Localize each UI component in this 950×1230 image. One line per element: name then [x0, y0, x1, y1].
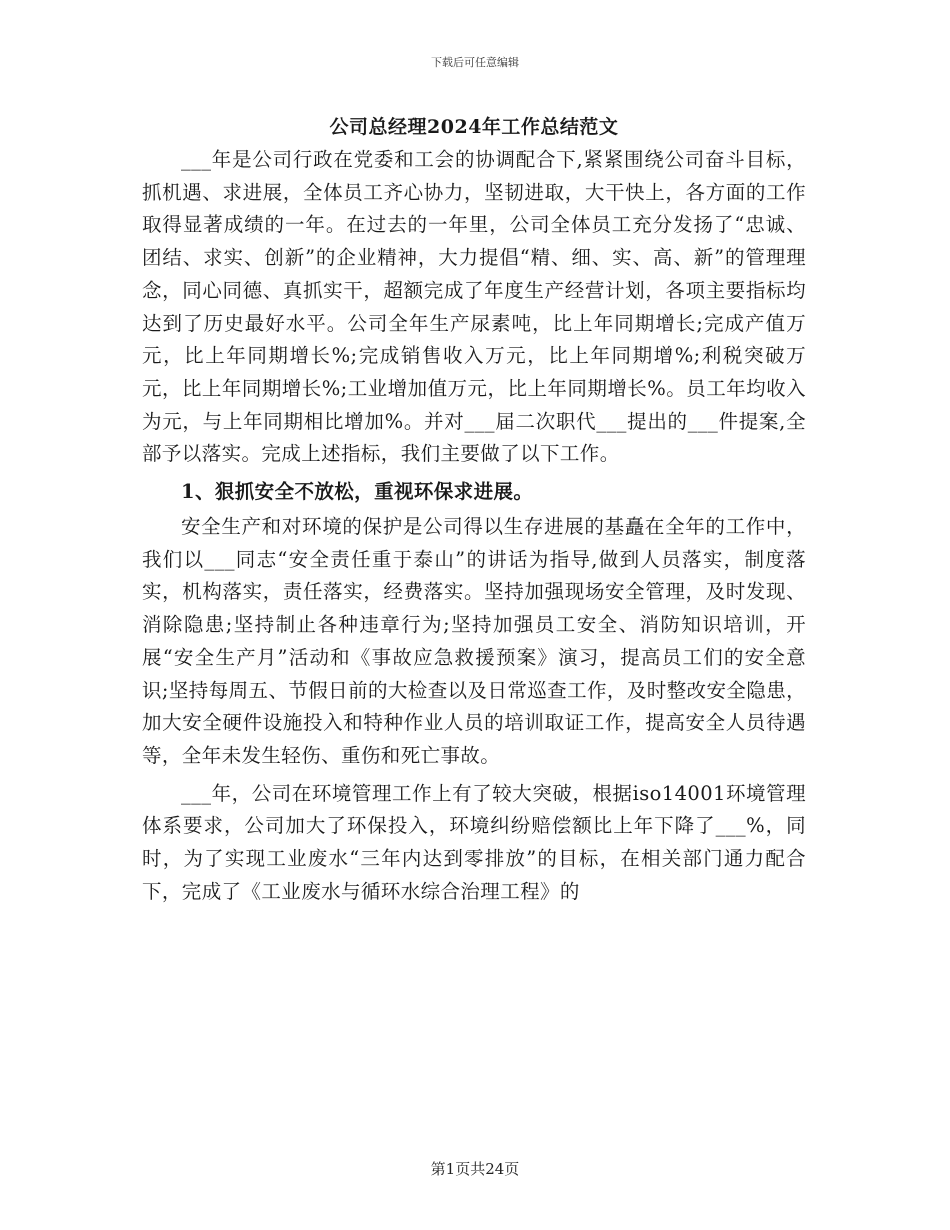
- page-number: 第1页共24页: [430, 1160, 520, 1178]
- intro-paragraph: ___年是公司行政在党委和工会的协调配合下,紧紧围绕公司奋斗目标，抓机遇、求进展，全体员工齐心协力，坚韧进取，大干快上，各方面的工作取得显著成绩的一年。在过去的一年里，公司全体员工充分发扬了“忠诚、团结、求实、创新”的企业精神，大力提倡“精、细、实、高、新”的管理理念，同心同德、真抓实干，超额完成了年度生产经营计划，各项主要指标均达到了历史最好水平。公司全年生产尿素吨，比上年同期增长;完成产值万元，比上年同期增长%;完成销售收入万元，比上年同期增%;利税突破万元，比上年同期增长%;工业增加值万元，比上年同期增长%。员工年均收入为元，与上年同期相比增加%。并对___届二次职代___提出的___件提案,全部予以落实。完成上述指标，我们主要做了以下工作。: [142, 148, 806, 466]
- environment-paragraph: ___年，公司在环境管理工作上有了较大突破，根据iso14001环境管理体系要求，公司加大了环保投入，环境纠纷赔偿额比上年下降了___%，同时，为了实现工业废水“三年内达到零排放”的目标，在相关部门通力配合下，完成了《工业废水与循环水综合治理工程》的: [142, 781, 806, 903]
- document-title: 公司总经理2024年工作总结范文: [329, 116, 619, 138]
- header-note: 下载后可任意编辑: [431, 56, 519, 69]
- document-body: [142, 110, 806, 908]
- safety-paragraph: 安全生产和对环境的保护是公司得以生存进展的基矗在全年的工作中，我们以___同志“安全责任重于泰山”的讲话为指导,做到人员落实，制度落实，机构落实，责任落实，经费落实。坚持加强现场安全管理，及时发现、消除隐患;坚持制止各种违章行为;坚持加强员工安全、消防知识培训，开展“安全生产月”活动和《事故应急救援预案》演习，提高员工们的安全意识;坚持每周五、节假日前的大检查以及日常巡查工作，及时整改安全隐患，加大安全硬件设施投入和特种作业人员的培训取证工作，提高安全人员待遇等，全年未发生轻伤、重伤和死亡事故。: [142, 515, 806, 767]
- section-heading-safety: 1、狠抓安全不放松，重视环保求进展。: [181, 480, 534, 504]
